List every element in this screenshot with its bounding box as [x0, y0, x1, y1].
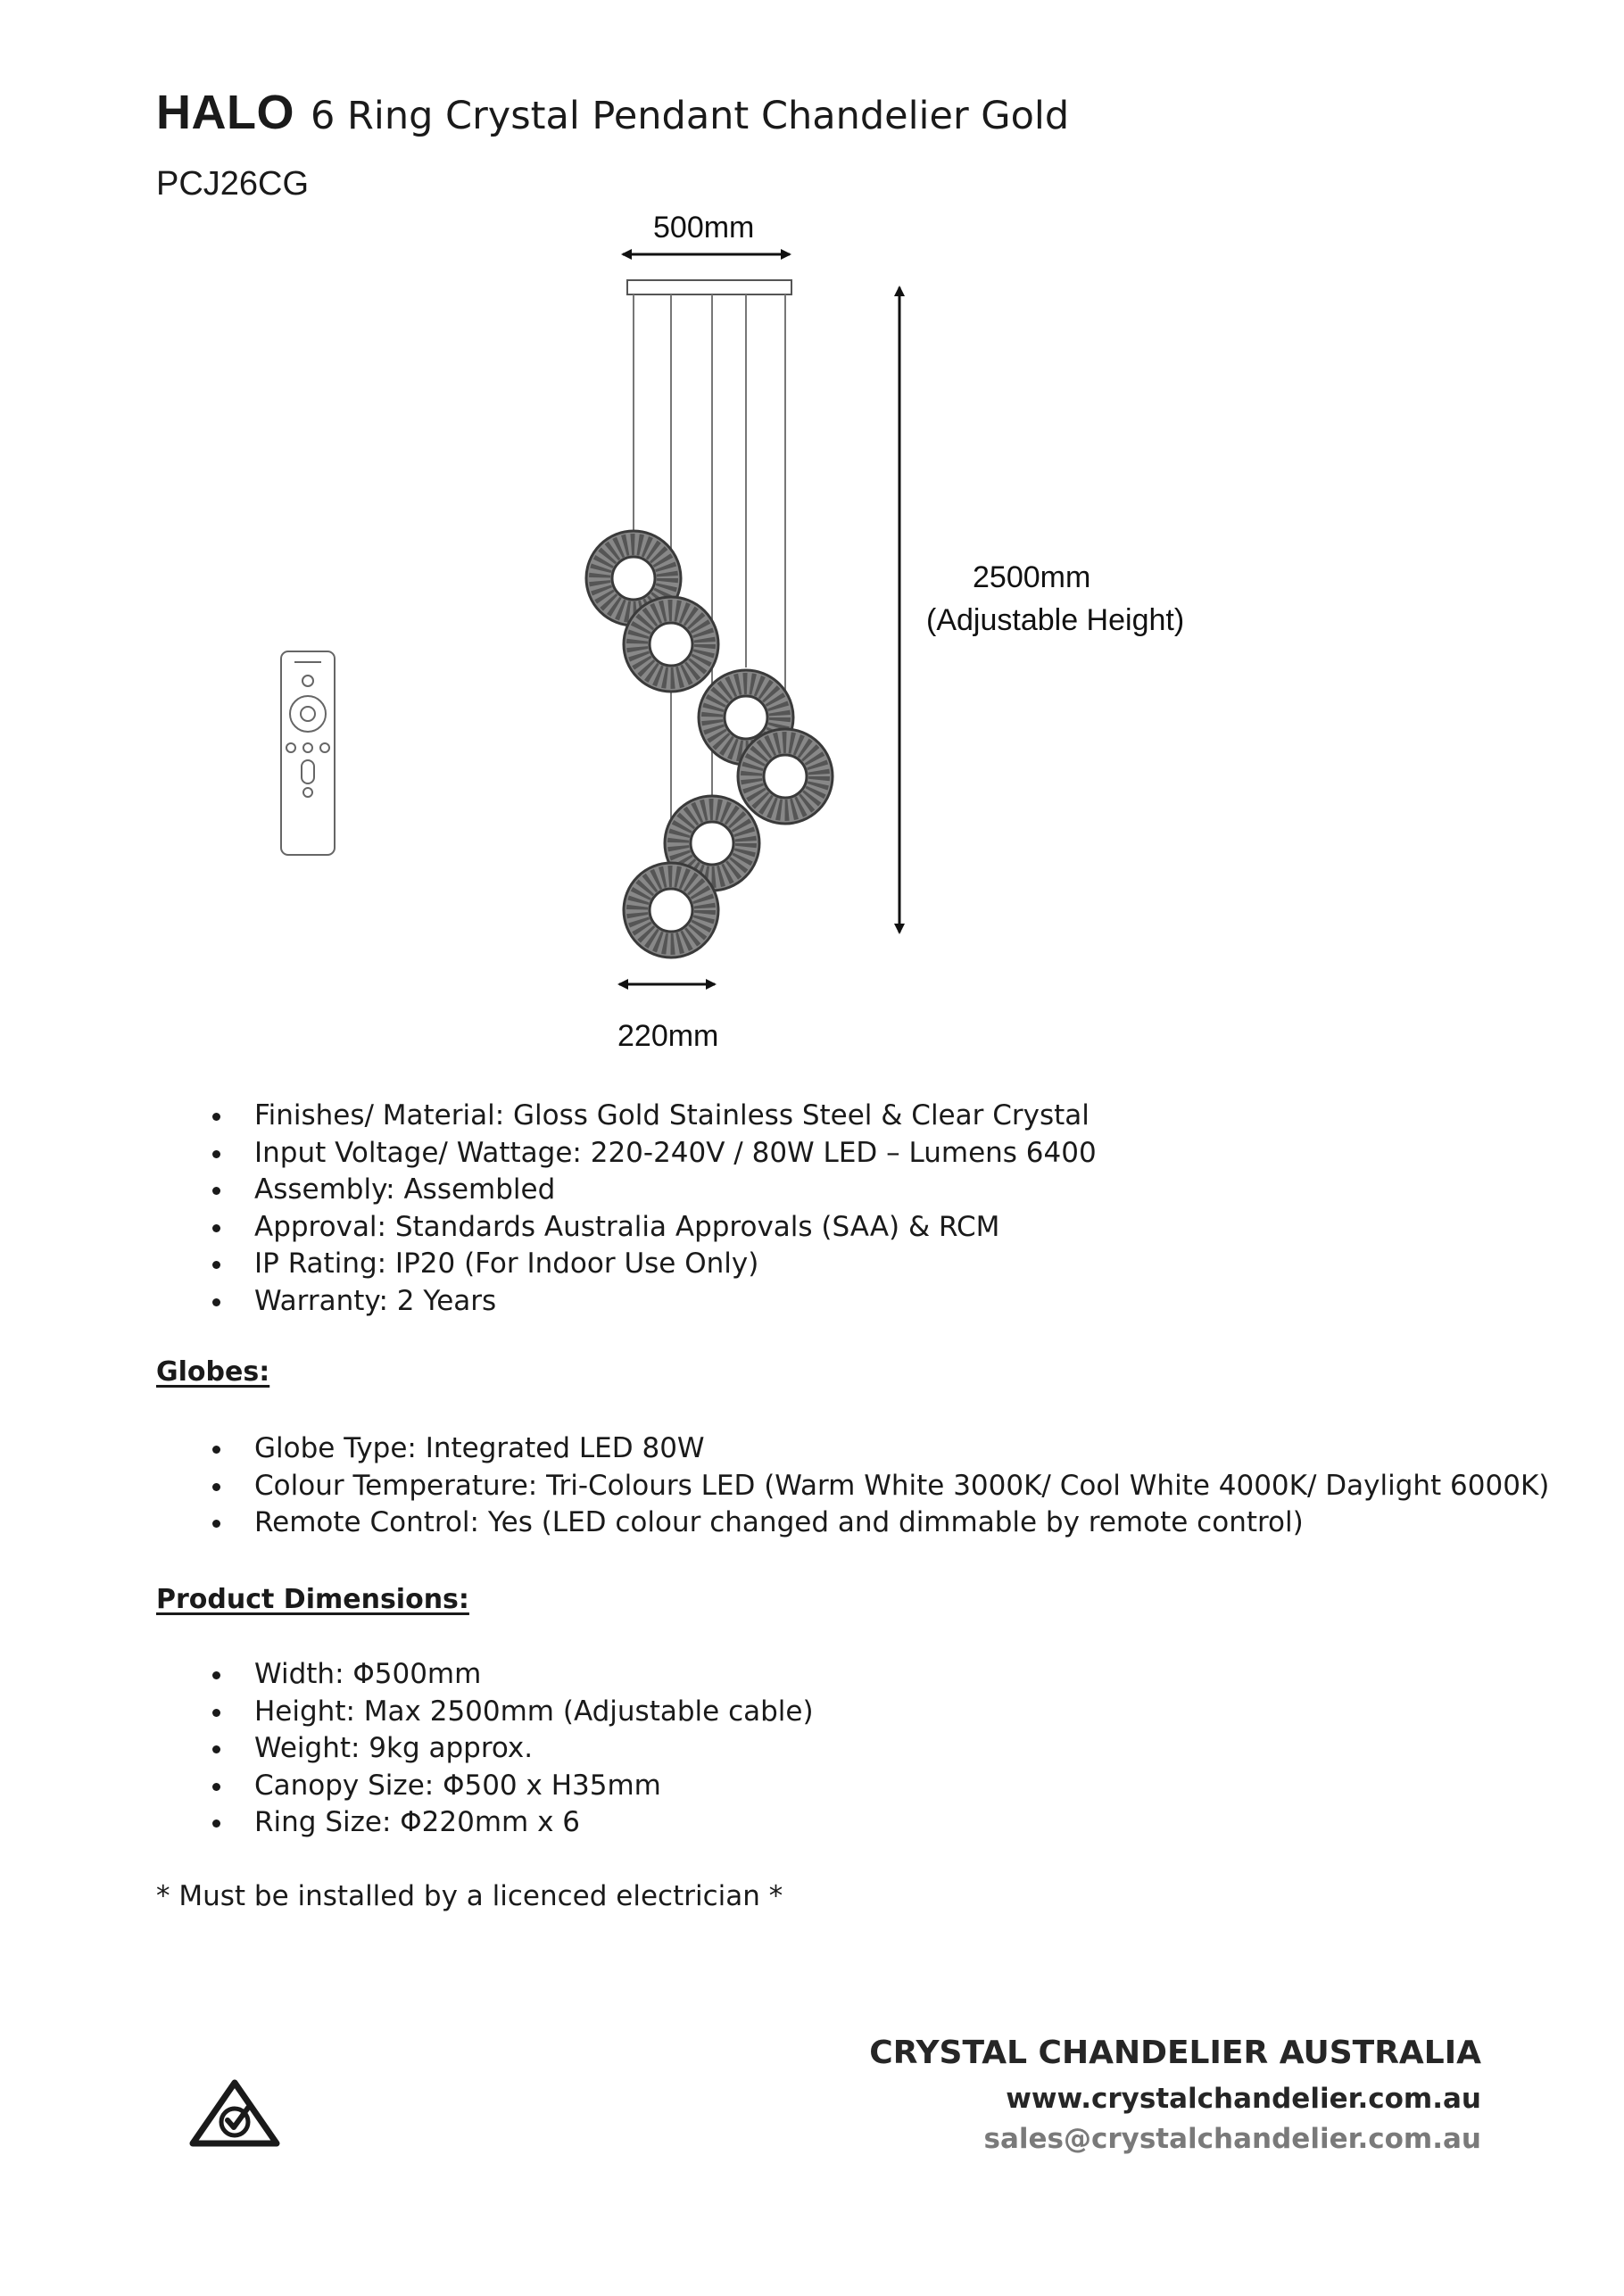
remote-control-icon — [281, 651, 335, 855]
list-item: Approval: Standards Australia Approvals (SAA) & RCM — [156, 1209, 1097, 1247]
list-item: Assembly: Assembled — [156, 1172, 1097, 1209]
ring-size-label: 220mm — [617, 1019, 719, 1053]
height-label: 2500mm — [973, 560, 1091, 594]
list-item: IP Rating: IP20 (For Indoor Use Only) — [156, 1246, 1097, 1283]
width-label: 500mm — [653, 211, 755, 245]
list-item: Remote Control: Yes (LED colour changed and dimmable by remote control) — [156, 1504, 1549, 1542]
list-item: Finishes/ Material: Gloss Gold Stainless Steel & Clear Crystal — [156, 1098, 1097, 1135]
crystal-ring — [624, 863, 718, 957]
dimensions-list — [156, 1656, 814, 1842]
list-item: Warranty: 2 Years — [156, 1283, 1097, 1321]
company-name: CRYSTAL CHANDELIER AUSTRALIA — [869, 2035, 1481, 2071]
spec-list — [156, 1098, 1097, 1320]
dimensions-heading: Product Dimensions: — [156, 1584, 469, 1615]
canopy — [627, 280, 791, 294]
list-item: Height: Max 2500mm (Adjustable cable) — [156, 1694, 814, 1731]
list-item: Globe Type: Integrated LED 80W — [156, 1430, 1549, 1468]
product-name: 6 Ring Crystal Pendant Chandelier Gold — [310, 94, 1070, 138]
globes-list — [156, 1430, 1549, 1542]
list-item: Canopy Size: Φ500 x H35mm — [156, 1768, 814, 1805]
height-note: (Adjustable Height) — [926, 603, 1185, 637]
crystal-rings — [586, 531, 833, 957]
list-item: Ring Size: Φ220mm x 6 — [156, 1804, 814, 1842]
product-diagram — [0, 0, 1624, 1098]
email-link[interactable]: sales@crystalchandelier.com.au — [983, 2123, 1481, 2155]
rcm-logo — [187, 2077, 282, 2149]
website-link[interactable]: www.crystalchandelier.com.au — [1006, 2083, 1481, 2115]
list-item: Input Voltage/ Wattage: 220-240V / 80W LED – Lumens 6400 — [156, 1135, 1097, 1173]
crystal-ring — [624, 597, 718, 692]
list-item: Colour Temperature: Tri-Colours LED (Warm White 3000K/ Cool White 4000K/ Daylight 6000K) — [156, 1468, 1549, 1505]
brand-name: HALO — [156, 86, 294, 139]
list-item: Width: Φ500mm — [156, 1656, 814, 1694]
crystal-ring — [738, 729, 833, 824]
list-item: Weight: 9kg approx. — [156, 1730, 814, 1768]
product-code: PCJ26CG — [156, 165, 310, 203]
globes-heading: Globes: — [156, 1356, 270, 1388]
installation-note: * Must be installed by a licenced electrician * — [156, 1880, 783, 1912]
